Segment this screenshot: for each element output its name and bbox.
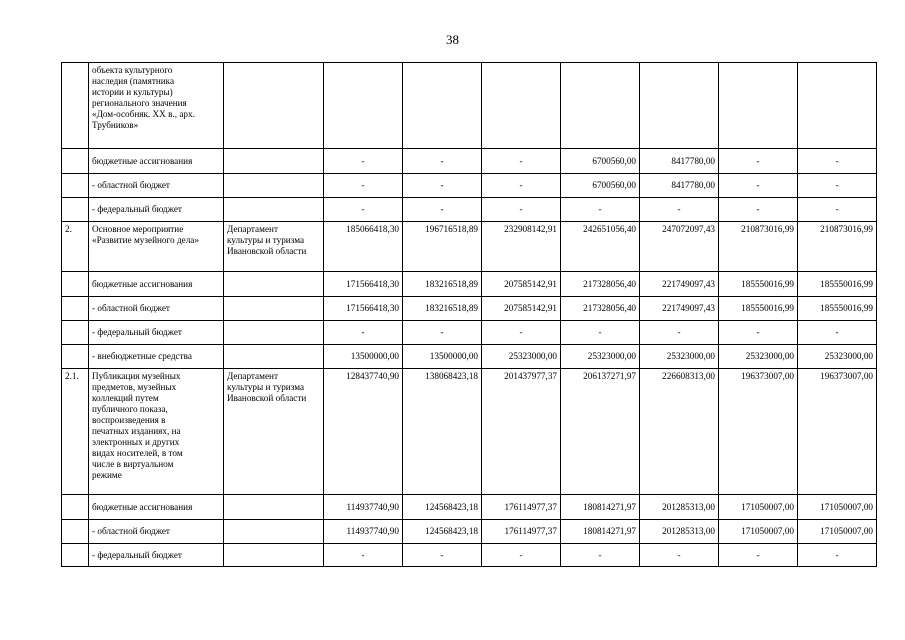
amount-cell: 185550016,99 — [719, 297, 798, 321]
item-name-line: числе в виртуальном — [92, 459, 174, 469]
item-number-cell — [62, 321, 89, 345]
amount-cell: 226608313,00 — [640, 369, 719, 495]
amount-cell: - — [403, 174, 482, 198]
executor-cell — [224, 495, 324, 520]
table-row-funding — [62, 495, 877, 520]
amount-cell: 210873016,99 — [798, 222, 877, 272]
item-name-cell — [89, 544, 224, 567]
table-row-funding — [62, 544, 877, 567]
table-row-funding — [62, 321, 877, 345]
amount-cell: - — [403, 198, 482, 222]
amount-cell: 6700560,00 — [561, 174, 640, 198]
amount-cell: - — [640, 198, 719, 222]
amount-cell: 247072097,43 — [640, 222, 719, 272]
amount-cell — [640, 63, 719, 149]
amount-cell: 183216518,89 — [403, 272, 482, 297]
item-number-cell — [62, 149, 89, 174]
amount-cell — [324, 63, 403, 149]
amount-cell: 185066418,30 — [324, 222, 403, 272]
amount-cell: - — [640, 544, 719, 567]
table-row-funding — [62, 345, 877, 369]
amount-cell — [798, 63, 877, 149]
amount-cell: 138068423,18 — [403, 369, 482, 495]
amount-cell: 207585142,91 — [482, 272, 561, 297]
amount-cell: 196716518,89 — [403, 222, 482, 272]
amount-cell: 206137271,97 — [561, 369, 640, 495]
amount-cell — [719, 63, 798, 149]
executor-line: Департамент — [227, 224, 278, 234]
amount-cell: 185550016,99 — [719, 272, 798, 297]
item-number-cell — [62, 63, 89, 149]
item-name-line: - федеральный бюджет — [92, 204, 182, 214]
item-name-line: - областной бюджет — [92, 180, 170, 190]
item-name-line: режиме — [92, 470, 122, 480]
executor-line: Департамент — [227, 371, 278, 381]
amount-cell — [482, 63, 561, 149]
amount-cell: 171050007,00 — [719, 520, 798, 544]
page-number: 38 — [446, 32, 459, 47]
amount-cell: 232908142,91 — [482, 222, 561, 272]
amount-cell: - — [561, 544, 640, 567]
executor-cell — [224, 198, 324, 222]
item-name-line: истории и культуры) — [92, 87, 173, 97]
amount-cell: 196373007,00 — [798, 369, 877, 495]
item-number-cell — [62, 297, 89, 321]
executor-line: культуры и туризма — [227, 235, 305, 245]
executor-cell — [224, 345, 324, 369]
amount-cell: 176114977,37 — [482, 520, 561, 544]
amount-cell: 8417780,00 — [640, 174, 719, 198]
amount-cell: 180814271,97 — [561, 520, 640, 544]
amount-cell: 176114977,37 — [482, 495, 561, 520]
amount-cell: - — [482, 198, 561, 222]
amount-cell: 196373007,00 — [719, 369, 798, 495]
amount-cell: 25323000,00 — [719, 345, 798, 369]
item-name-cell — [89, 495, 224, 520]
item-name-cell — [89, 272, 224, 297]
item-name-line: «Развитие музейного дела» — [92, 235, 199, 245]
item-name-line: - федеральный бюджет — [92, 327, 182, 337]
table-row-funding — [62, 174, 877, 198]
table-row-measure — [62, 369, 877, 495]
executor-line: Ивановской области — [227, 393, 307, 403]
amount-cell: - — [719, 174, 798, 198]
amount-cell: 128437740,90 — [324, 369, 403, 495]
table-row-funding — [62, 520, 877, 544]
amount-cell: - — [798, 544, 877, 567]
amount-cell: 207585142,91 — [482, 297, 561, 321]
amount-cell: 8417780,00 — [640, 149, 719, 174]
item-number-cell — [62, 272, 89, 297]
item-number-cell — [62, 495, 89, 520]
amount-cell: 185550016,99 — [798, 297, 877, 321]
amount-cell: 114937740,90 — [324, 520, 403, 544]
amount-cell — [403, 63, 482, 149]
item-name-cell — [89, 63, 224, 149]
item-number-cell — [62, 198, 89, 222]
item-name-cell — [89, 297, 224, 321]
item-name-line: регионального значения — [92, 98, 187, 108]
item-name-line: коллекций путем — [92, 393, 159, 403]
amount-cell: 25323000,00 — [482, 345, 561, 369]
table-row-funding — [62, 198, 877, 222]
amount-cell: 180814271,97 — [561, 495, 640, 520]
executor-cell — [224, 149, 324, 174]
item-name-cell — [89, 174, 224, 198]
executor-cell — [224, 272, 324, 297]
item-name-line: бюджетные ассигнования — [92, 155, 193, 166]
amount-cell: 217328056,40 — [561, 272, 640, 297]
item-name-line: Публикация музейных — [92, 371, 181, 381]
amount-cell: 171050007,00 — [798, 520, 877, 544]
amount-cell: - — [324, 321, 403, 345]
item-name-line: наследия (памятника — [92, 76, 175, 86]
amount-cell: 124568423,18 — [403, 495, 482, 520]
executor-cell — [224, 321, 324, 345]
item-name-line: Трубников» — [92, 120, 139, 130]
amount-cell: 221749097,43 — [640, 297, 719, 321]
executor-cell — [224, 544, 324, 567]
executor-line: культуры и туризма — [227, 382, 305, 392]
item-name-line: воспроизведения в — [92, 415, 166, 425]
amount-cell: 185550016,99 — [798, 272, 877, 297]
item-name-line: видах носителей, в том — [92, 448, 183, 458]
item-number-cell: 2.1. — [62, 369, 89, 495]
item-number-cell: 2. — [62, 222, 89, 272]
amount-cell: - — [482, 544, 561, 567]
item-number-cell — [62, 174, 89, 198]
amount-cell: - — [719, 321, 798, 345]
amount-cell: 124568423,18 — [403, 520, 482, 544]
amount-cell: 201437977,37 — [482, 369, 561, 495]
amount-cell: 114937740,90 — [324, 495, 403, 520]
amount-cell: - — [798, 149, 877, 174]
table-row-measure — [62, 222, 877, 272]
amount-cell: 171050007,00 — [798, 495, 877, 520]
amount-cell: - — [561, 198, 640, 222]
amount-cell: 201285313,00 — [640, 520, 719, 544]
item-name-cell — [89, 345, 224, 369]
amount-cell: - — [403, 321, 482, 345]
table-row-funding — [62, 149, 877, 174]
item-name-cell — [89, 149, 224, 174]
executor-cell — [224, 520, 324, 544]
executor-cell — [224, 63, 324, 149]
table-row-funding — [62, 297, 877, 321]
amount-cell: 210873016,99 — [719, 222, 798, 272]
amount-cell: 183216518,89 — [403, 297, 482, 321]
amount-cell: - — [640, 321, 719, 345]
item-name-line: бюджетные ассигнования — [92, 501, 193, 512]
amount-cell: 171566418,30 — [324, 297, 403, 321]
item-number-cell — [62, 345, 89, 369]
amount-cell: - — [719, 149, 798, 174]
item-name-line: - внебюджетные средства — [92, 351, 192, 361]
amount-cell: - — [719, 198, 798, 222]
amount-cell: - — [798, 174, 877, 198]
budget-table — [61, 62, 877, 567]
amount-cell: - — [403, 149, 482, 174]
item-name-line: «Дом-особняк. XX в., арх. — [92, 109, 195, 119]
amount-cell: 25323000,00 — [561, 345, 640, 369]
amount-cell: - — [482, 321, 561, 345]
amount-cell: 6700560,00 — [561, 149, 640, 174]
amount-cell: 171050007,00 — [719, 495, 798, 520]
amount-cell: - — [482, 174, 561, 198]
amount-cell: - — [324, 544, 403, 567]
amount-cell: 171566418,30 — [324, 272, 403, 297]
item-name-cell — [89, 520, 224, 544]
item-name-cell — [89, 321, 224, 345]
amount-cell: 25323000,00 — [798, 345, 877, 369]
amount-cell: 201285313,00 — [640, 495, 719, 520]
item-name-cell — [89, 222, 224, 272]
amount-cell — [561, 63, 640, 149]
executor-cell — [224, 174, 324, 198]
item-name-line: бюджетные ассигнования — [92, 278, 193, 289]
item-name-cell — [89, 369, 224, 495]
amount-cell: 13500000,00 — [403, 345, 482, 369]
item-name-line: объекта культурного — [92, 65, 173, 75]
item-name-line: Основное мероприятие — [92, 224, 184, 234]
amount-cell: - — [719, 544, 798, 567]
amount-cell: 25323000,00 — [640, 345, 719, 369]
table-row-funding — [62, 272, 877, 297]
amount-cell: - — [324, 174, 403, 198]
table-row-measure — [62, 63, 877, 149]
amount-cell: 13500000,00 — [324, 345, 403, 369]
executor-line: Ивановской области — [227, 246, 307, 256]
item-name-line: - федеральный бюджет — [92, 549, 182, 560]
item-name-line: публичного показа, — [92, 404, 168, 414]
amount-cell: - — [324, 198, 403, 222]
item-name-cell — [89, 198, 224, 222]
amount-cell: - — [403, 544, 482, 567]
item-name-line: - областной бюджет — [92, 526, 170, 536]
item-name-line: электронных и других — [92, 437, 180, 447]
amount-cell: - — [798, 198, 877, 222]
executor-cell — [224, 369, 324, 495]
amount-cell: 221749097,43 — [640, 272, 719, 297]
item-name-line: печатных изданиях, на — [92, 426, 181, 436]
amount-cell: - — [324, 149, 403, 174]
amount-cell: 242651056,40 — [561, 222, 640, 272]
amount-cell: 217328056,40 — [561, 297, 640, 321]
amount-cell: - — [482, 149, 561, 174]
item-number-cell — [62, 520, 89, 544]
item-number-cell — [62, 544, 89, 567]
amount-cell: - — [561, 321, 640, 345]
amount-cell: - — [798, 321, 877, 345]
executor-cell — [224, 222, 324, 272]
item-name-line: - областной бюджет — [92, 303, 170, 313]
item-name-line: предметов, музейных — [92, 382, 177, 392]
executor-cell — [224, 297, 324, 321]
